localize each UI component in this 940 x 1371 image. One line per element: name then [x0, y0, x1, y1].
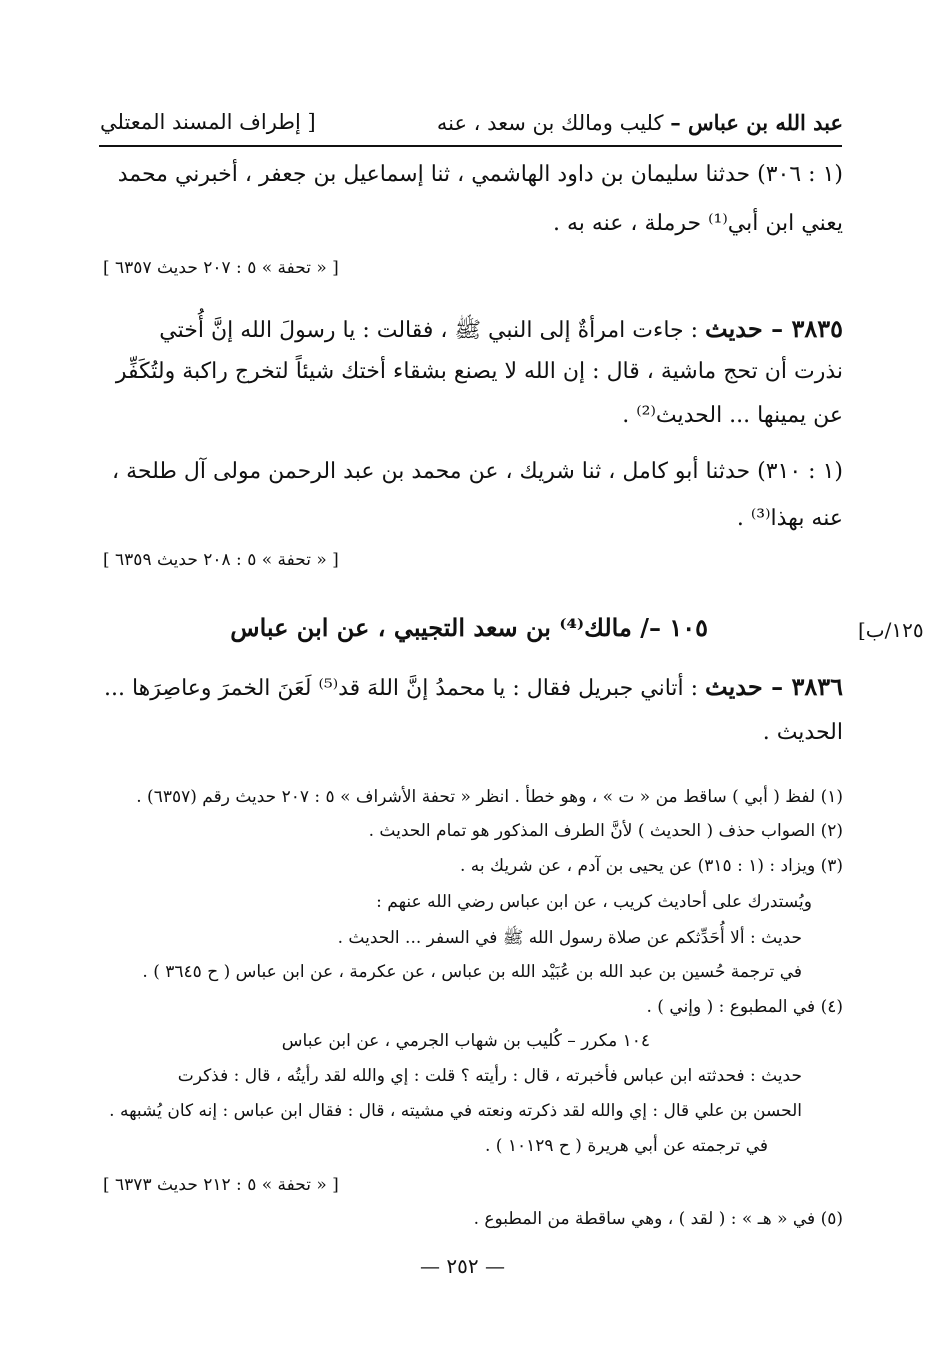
- footnote-3: (٣) ويزاد : (١ : ٣١٥) عن يحيى بن آدم ، عن شريك به .: [459, 856, 843, 876]
- hadith-text: : جاءت امرأةٌ إلى النبي ﷺ ، فقالت : يا رسولَ الله إنَّ أُختي: [159, 318, 706, 343]
- hadith-3836-line-1: [104, 672, 843, 701]
- running-header-right: [437, 110, 843, 135]
- isnad-line-2: يعني ابن أبي⁽¹⁾ حرملة ، عنه به .: [552, 211, 843, 236]
- isnad-line-1: (١ : ٣٠٦) حدثنا سليمان بن داود الهاشمي ، ثنا إسماعيل بن جعفر ، أخبرني محمد: [117, 162, 843, 187]
- header-author: عبد الله بن عباس –: [670, 110, 843, 135]
- footnote-2: (٢) الصواب حذف ( الحديث ) لأنَّ الطرف المذكور هو تمام الحديث .: [368, 821, 843, 841]
- manuscript-folio-marker: ١٢٥/ب]: [858, 618, 924, 642]
- header-rule: [99, 145, 842, 147]
- footnote-4-line-3: في ترجمته عن أبي هريرة ( ح ١٠١٢٩ ) .: [485, 1136, 768, 1156]
- header-subtitle: كليب ومالك بن سعد ، عنه: [436, 111, 671, 135]
- footnote-5: (٥) في « هـ » : ( لقد ) ، وهي ساقطة من المطبوع .: [473, 1209, 843, 1229]
- hadith-text: : أتاني جبريل فقال : يا محمدُ إنَّ اللهَ قد⁽⁵⁾ لَعَنَ الخمرَ وعاصِرَها ...: [103, 676, 706, 701]
- hadith-3836-line-2: الحديث .: [762, 720, 843, 745]
- footnote-1: (١) لفظ ( أبي ) ساقط من « ت » ، وهو خطأ . انظر « تحفة الأشراف » ٥ : ٢٠٧ حديث رقم (٦٣٥٧) .: [136, 787, 843, 807]
- footnote-4-heading: ١٠٤ مكرر – كُليب بن شهاب الجرمي ، عن ابن عباس: [281, 1031, 650, 1051]
- hadith-number: ٣٨٣٥ – حديث: [705, 314, 843, 343]
- footnote-3-continued-3: في ترجمة حُسين بن عبد الله بن عُبَيْد الله بن عباس ، عن عكرمة ، عن ابن عباس ( ح ٣٦٤٥ ) .: [142, 962, 802, 982]
- tuhfa-reference-1: [ « تحفة » ٥ : ٢٠٧ حديث ٦٣٥٧ ]: [103, 258, 339, 278]
- hadith-3835-line-2: نذرت أن تحج ماشية ، قال : إن الله لا يصنع بشقاء أختك شيئاً لتخرج راكبة ولتُكَفِّر: [115, 359, 843, 384]
- section-105-title: ١٠٥ –/ مالك⁽⁴⁾ بن سعد التجيبي ، عن ابن عباس: [230, 613, 708, 642]
- footnote-3-continued-2: حديث : ألا أُحَدِّثكم عن صلاة رسول الله ﷺ في السفر ... الحديث .: [337, 928, 802, 948]
- hadith-3835-line-1: [159, 314, 843, 348]
- footnote-4-tuhfa-reference: [ « تحفة » ٥ : ٢١٢ حديث ٦٣٧٣ ]: [103, 1175, 339, 1195]
- footnote-4: (٤) في المطبوع : ( وإني ) .: [646, 997, 843, 1017]
- isnad-310-line-1: (١ : ٣١٠) حدثنا أبو كامل ، ثنا شريك ، عن محمد بن عبد الرحمن مولى آل طلحة ،: [112, 459, 843, 484]
- page-number: — ٢٥٢ —: [420, 1254, 505, 1278]
- footnote-3-continued-1: ويُستدرك على أحاديث كريب ، عن ابن عباس رضي الله عنهم :: [376, 892, 812, 912]
- isnad-310-line-2: عنه بهذا⁽³⁾ .: [736, 506, 843, 531]
- hadith-3835-line-3: عن يمينها ... الحديث⁽²⁾ .: [622, 403, 843, 428]
- running-header-left: [ إطراف المسند المعتلي: [100, 110, 316, 134]
- footnote-4-line-1: حديث : فحدثته ابن عباس فأخبرته ، قال : رأيته ؟ قلت : إي والله لقد رأيتُه ، قال : فذكرت: [177, 1066, 802, 1086]
- footnote-4-line-2: الحسن بن علي قال : إي والله لقد ذكرته ونعته في مشيته ، قال : فقال ابن عباس : إنه كان يُشبهه .: [109, 1101, 802, 1121]
- hadith-number: ٣٨٣٦ – حديث: [705, 672, 843, 701]
- tuhfa-reference-2: [ « تحفة » ٥ : ٢٠٨ حديث ٦٣٥٩ ]: [103, 550, 339, 570]
